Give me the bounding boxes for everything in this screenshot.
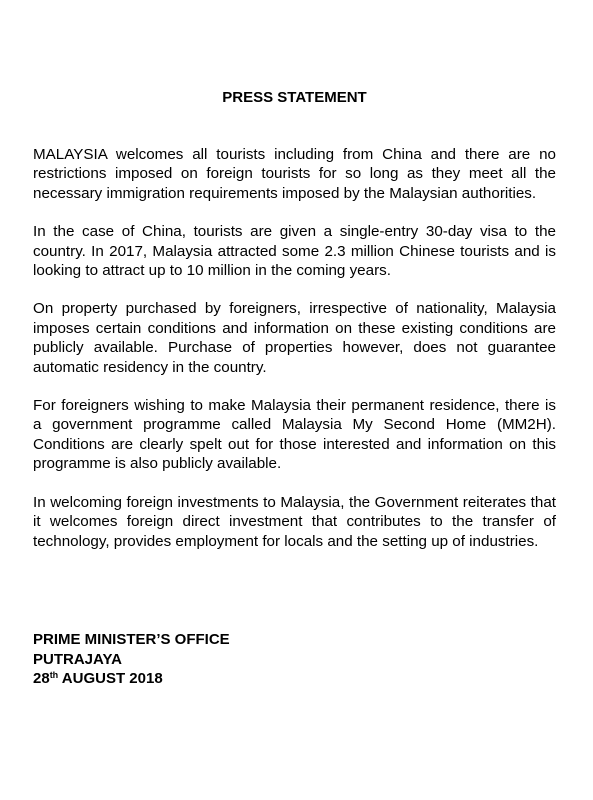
paragraph-property: On property purchased by foreigners, irrespective of nationality, Malaysia imposes certain conditions and information on these existing conditions are publicly available. Purchase of properties however, does not guarantee automatic residency in the country.	[33, 300, 556, 376]
paragraph-tourists: MALAYSIA welcomes all tourists including from China and there are no restrictions imposed on foreign tourists for so long as they meet all the necessary immigration requirements imposed by the Malaysian authorities.	[33, 146, 556, 202]
press-statement-page	[33, 0, 556, 800]
signoff-block	[33, 630, 556, 689]
paragraph-china-visa: In the case of China, tourists are given a single-entry 30-day visa to the country. In 2017, Malaysia attracted some 2.3 million Chinese tourists and is looking to attract up to 10 million in the coming years.	[33, 223, 556, 280]
paragraph-mm2h: For foreigners wishing to make Malaysia their permanent residence, there is a government programme called Malaysia My Second Home (MM2H). Conditions are clearly spelt out for those interested and information on this programme is also publicly available.	[33, 397, 556, 473]
signoff-office: PRIME MINISTER’S OFFICE	[33, 631, 230, 648]
date-month-year: AUGUST 2018	[58, 670, 163, 687]
document-title: PRESS STATEMENT	[222, 89, 367, 106]
date-day: 28	[33, 670, 50, 687]
paragraph-investment: In welcoming foreign investments to Malaysia, the Government reiterates that it welcomes foreign direct investment that contributes to the transfer of technology, provides employment for locals and the setting up of industries.	[33, 493, 556, 550]
statement-body	[33, 145, 556, 570]
signoff-location: PUTRAJAYA	[33, 650, 122, 668]
date-suffix: th	[49, 670, 59, 680]
signoff-date	[33, 669, 556, 689]
